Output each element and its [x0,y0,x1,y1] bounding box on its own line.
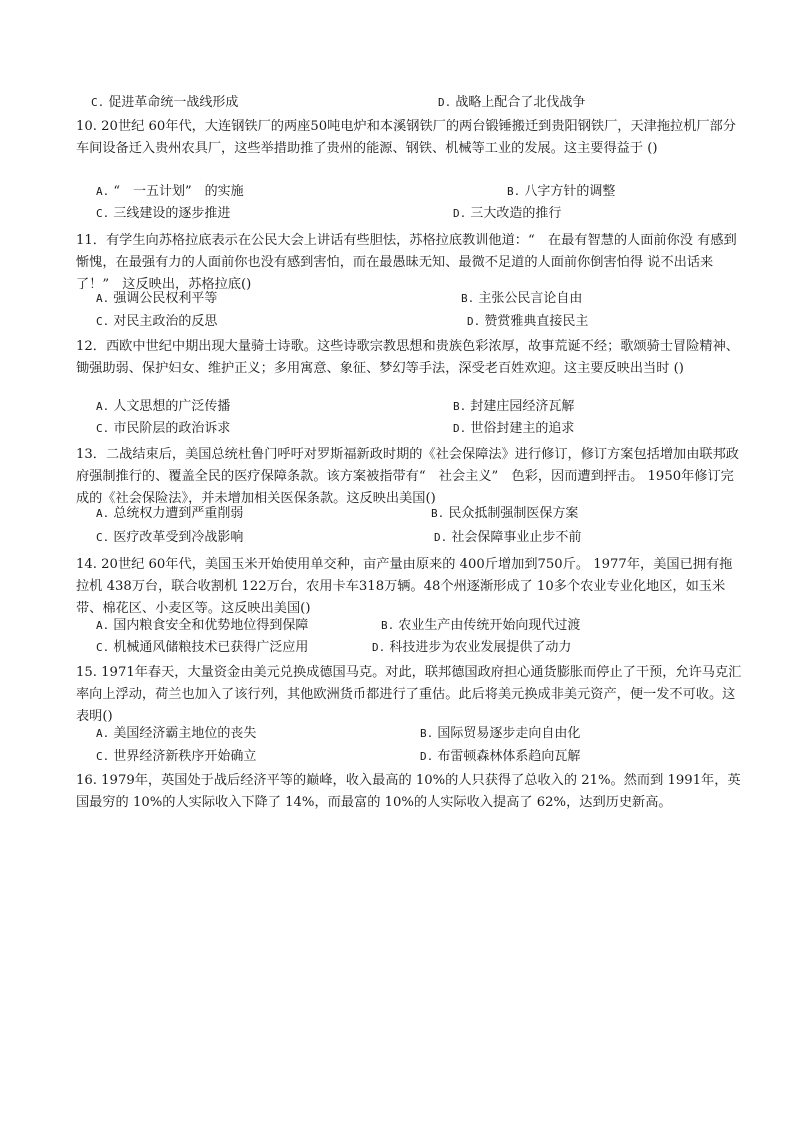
q11-option-c [96,312,217,332]
q12-option-d [453,419,574,439]
q15-option-c [96,747,256,767]
option-letter: C. [96,207,110,220]
option-text: 世俗封建主的追求 [470,421,575,436]
q16-stem: 16. 1979年，英国处于战后经济平等的巅峰，收入最高的 10%的人只获得了总收入的 21%。然而到 1991年，英国最穷的 10%的人实际收入下降了 14%，而最富的 10%的人实际收入提高了 62%，达到历史新高。 [76,773,741,810]
option-text: 科技进步为农业发展提供了动力 [389,640,572,655]
option-text: 国际贸易逐步走向自由化 [437,726,581,741]
option-letter: A. [96,185,110,198]
option-letter: D. [453,207,467,220]
option-letter: C. [96,422,110,435]
option-text: 总统权力遭到严重削弱 [113,506,244,521]
q10-option-b [507,182,615,202]
option-letter: D. [438,96,452,109]
option-letter: A. [96,619,110,632]
option-text: 农业生产由传统开始向现代过渡 [398,618,581,633]
option-text: 八字方针的调整 [524,184,616,199]
option-letter: C. [96,750,110,763]
q13-option-d [434,528,581,548]
option-letter: B. [453,400,467,413]
q10-option-d [453,204,561,224]
q10-option-c [96,204,230,224]
option-letter: B. [507,185,521,198]
option-text: 医疗改革受到冷战影响 [113,530,244,545]
option-letter: C. [96,315,110,328]
option-text: 封建庄园经济瓦解 [470,399,575,414]
q11-option-d [467,312,588,332]
q14-stem: 14. 20世纪 60年代，美国玉米开始使用单交种，亩产量由原来的 400斤增加到750斤。 1977年，美国已拥有拖拉机 438万台，联合收割机 122万台，农用卡车318万辆。48个州逐渐形成了 10多个农业专业化地区，如玉米带、棉花区、小麦区等。这反映出美国() [76,557,733,616]
q12-option-b [453,397,574,417]
option-text: 强调公民权利平等 [113,291,218,306]
q12-option-a [96,397,230,417]
q13-stem: 13．二战结束后，美国总统杜鲁门呼吁对罗斯福新政时期的《社会保障法》进行修订，修订方案包括增加由联邦政府强制推行的、覆盖全民的医疗保障条款。该方案被指带有“ 社会主义” 色彩，因而遭到抨击。 1950年修订完成的《社会保险法》，并未增加相关医保条款。这反映出美国() [76,447,739,506]
q10-option-a [96,182,244,202]
option-text: 三大改造的推行 [470,206,562,221]
q12-stem: 12．西欧中世纪中期出现大量骑士诗歌。这些诗歌宗教思想和贵族色彩浓厚，故事荒诞不经；歌颂骑士冒险精神、锄强助弱、保护妇女、维护正义；多用寓意、象征、梦幻等手法，深受老百姓欢迎。这主要反映出当时 () [76,339,739,376]
option-letter: A. [96,727,110,740]
option-text: 国内粮食安全和优势地位得到保障 [113,618,309,633]
option-letter: D. [372,641,386,654]
q12-option-c [96,419,230,439]
q15-option-a [96,724,256,744]
option-letter: A. [96,507,110,520]
q11-stem: 11．有学生向苏格拉底表示在公民大会上讲话有些胆怯，苏格拉底教训他道：“ 在最有智慧的人面前你没 有感到惭愧，在最强有力的人面前你也没有感到害怕，而在最愚昧无知、最微不足道的人面前你倒害怕得 说不出话来了！” 这反映出，苏格拉底() [76,233,737,292]
option-text: 战略上配合了北伐战争 [455,95,586,110]
q10-stem: 10. 20世纪 60年代，大连钢铁厂的两座50吨电炉和本溪钢铁厂的两台锻锤搬迁到贵阳钢铁厂，天津拖拉机厂部分车间设备迁入贵州农具厂，这些举措助推了贵州的能源、钢铁、机械等工业的发展。这主要得益于 () [76,119,736,156]
q11-option-a [96,289,217,309]
q15-stem: 15. 1971年春天，大量资金由美元兑换成德国马克。对此，联邦德国政府担心通货膨胀而停止了干预，允许马克汇率向上浮动，荷兰也加入了该行列，其他欧洲货币都进行了重估。此后将美元换成非美元资产，便一发不可收。这表明() [76,665,742,724]
option-letter: B. [431,507,445,520]
option-text: 世界经济新秩序开始确立 [113,749,257,764]
option-letter: D. [467,315,481,328]
option-text: 机械通风储粮技术已获得广泛应用 [113,640,309,655]
option-letter: C. [96,531,110,544]
option-text: 赞赏雅典直接民主 [484,314,589,329]
q11-option-b [461,289,582,309]
option-letter: D. [420,750,434,763]
option-letter: C. [96,641,110,654]
q9-option-d [438,93,585,113]
q14-option-a [96,616,308,636]
q13-option-b [431,504,578,524]
option-letter: B. [381,619,395,632]
option-text: “ 一五计划” 的实施 [113,184,244,199]
q13-option-c [96,528,243,548]
q15-option-d [420,747,580,767]
option-text: 美国经济霸主地位的丧失 [113,726,257,741]
q13-option-a [96,504,243,524]
option-text: 主张公民言论自由 [478,291,583,306]
option-letter: D. [434,531,448,544]
q14-option-b [381,616,580,636]
option-text: 人文思想的广泛传播 [113,399,231,414]
option-letter: D. [453,422,467,435]
option-letter: B. [420,727,434,740]
q9-option-c [91,93,238,113]
q15-option-b [420,724,580,744]
option-letter: C. [91,96,105,109]
option-letter: A. [96,400,110,413]
option-text: 对民主政治的反思 [113,314,218,329]
option-letter: B. [461,292,475,305]
option-text: 促进革命统一战线形成 [108,95,239,110]
option-text: 市民阶层的政治诉求 [113,421,231,436]
q14-option-c [96,638,308,658]
option-text: 三线建设的逐步推进 [113,206,231,221]
option-text: 民众抵制强制医保方案 [448,506,579,521]
q14-option-d [372,638,571,658]
option-text: 布雷顿森林体系趋向瓦解 [437,749,581,764]
option-text: 社会保障事业止步不前 [451,530,582,545]
option-letter: A. [96,292,110,305]
